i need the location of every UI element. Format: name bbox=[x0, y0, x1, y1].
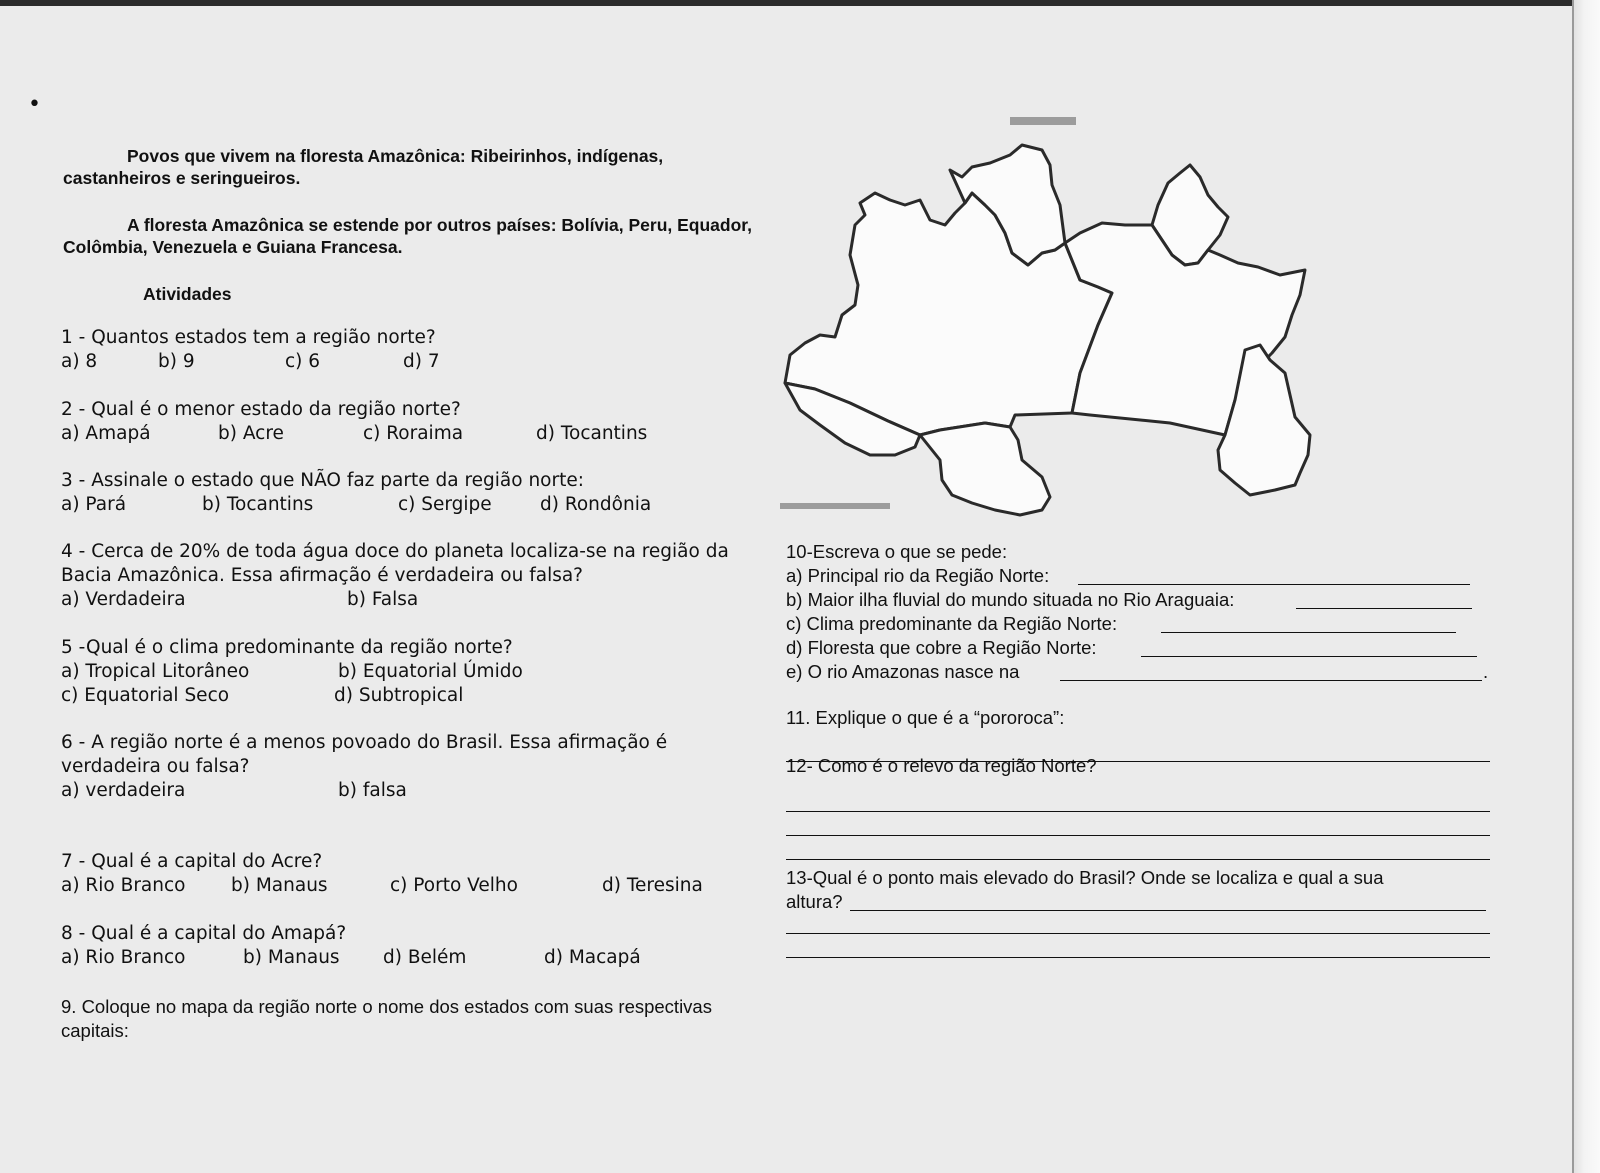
page-right-edge bbox=[1572, 0, 1600, 1173]
question-text: 1 - Quantos estados tem a região norte? bbox=[61, 327, 436, 348]
activities-title: Atividades bbox=[143, 284, 232, 304]
answer-line[interactable] bbox=[1141, 656, 1477, 657]
question-text: 6 - A região norte é a menos povoado do Brasil. Essa afirmação é verdadeira ou falsa? bbox=[61, 732, 668, 777]
answer-line[interactable] bbox=[786, 859, 1490, 860]
question-8 bbox=[61, 922, 761, 970]
option[interactable]: d) Tocantins bbox=[536, 423, 648, 444]
answer-line[interactable] bbox=[1296, 608, 1472, 609]
bullet-mark: • bbox=[28, 92, 41, 117]
q10-item-b: b) Maior ilha fluvial do mundo situada no Rio Araguaia: bbox=[786, 588, 1234, 612]
option[interactable]: a) 8 bbox=[61, 351, 98, 372]
question-text: 4 - Cerca de 20% de toda água doce do planeta localiza-se na região da Bacia Amazônica. Essa afirmação é verdadeira ou falsa? bbox=[61, 541, 729, 586]
question-13-line2: altura? bbox=[786, 890, 1384, 914]
answer-line[interactable] bbox=[850, 910, 1486, 911]
page-top-edge bbox=[0, 0, 1600, 6]
question-10-title: 10-Escreva o que se pede: bbox=[786, 541, 1008, 562]
question-13 bbox=[786, 866, 1384, 914]
question-text: 5 -Qual é o clima predominante da região norte? bbox=[61, 637, 513, 658]
option[interactable]: b) 9 bbox=[158, 351, 195, 372]
question-4 bbox=[61, 540, 761, 612]
option[interactable]: b) Equatorial Úmido bbox=[338, 661, 523, 682]
option[interactable]: c) 6 bbox=[285, 351, 321, 372]
q10-item-e: e) O rio Amazonas nasce na . bbox=[786, 661, 1489, 682]
option[interactable]: c) Equatorial Seco bbox=[61, 685, 230, 706]
map-top-label-smudge bbox=[1010, 117, 1076, 125]
option[interactable]: a) Rio Branco bbox=[61, 875, 186, 896]
option[interactable]: a) Rio Branco bbox=[61, 947, 186, 968]
option[interactable]: a) Verdadeira bbox=[61, 589, 186, 610]
question-11: 11. Explique o que é a “pororoca”: bbox=[786, 707, 1065, 728]
question-13-line1: 13-Qual é o ponto mais elevado do Brasil? Onde se localiza e qual a sua bbox=[786, 867, 1384, 888]
option[interactable]: b) Falsa bbox=[347, 589, 419, 610]
option[interactable]: c) Sergipe bbox=[398, 494, 492, 515]
question-10 bbox=[786, 540, 1489, 684]
option[interactable]: d) Teresina bbox=[602, 875, 703, 896]
question-12: 12- Como é o relevo da região Norte? bbox=[786, 755, 1097, 776]
option[interactable]: b) Acre bbox=[218, 423, 284, 444]
option[interactable]: d) Belém bbox=[383, 947, 467, 968]
option[interactable]: a) Tropical Litorâneo bbox=[61, 661, 250, 682]
answer-line[interactable] bbox=[786, 811, 1490, 812]
state-rondonia bbox=[920, 423, 1050, 515]
option[interactable]: b) falsa bbox=[338, 780, 407, 801]
intro-peoples: Povos que vivem na floresta Amazônica: Ribeirinhos, indígenas, castanheiros e seringueiros. bbox=[63, 146, 664, 188]
question-9: 9. Coloque no mapa da região norte o nome dos estados com suas respectivas capitais: bbox=[61, 996, 712, 1041]
question-6 bbox=[61, 731, 711, 803]
option[interactable]: a) verdadeira bbox=[61, 780, 186, 801]
option[interactable]: d) Macapá bbox=[544, 947, 641, 968]
option[interactable]: d) Rondônia bbox=[540, 494, 652, 515]
answer-line[interactable] bbox=[1078, 584, 1470, 585]
question-7 bbox=[61, 850, 761, 898]
map-bottom-label-smudge bbox=[780, 503, 890, 509]
question-text: 3 - Assinale o estado que NÃO faz parte da região norte: bbox=[61, 470, 584, 491]
answer-line[interactable] bbox=[786, 957, 1490, 958]
question-text: 2 - Qual é o menor estado da região norte? bbox=[61, 399, 461, 420]
question-text: 8 - Qual é a capital do Amapá? bbox=[61, 923, 347, 944]
north-region-map[interactable] bbox=[780, 105, 1350, 535]
answer-line[interactable] bbox=[1161, 632, 1456, 633]
option[interactable]: a) Amapá bbox=[61, 423, 151, 444]
q10-item-a: a) Principal rio da Região Norte: bbox=[786, 564, 1234, 588]
question-2 bbox=[61, 398, 761, 446]
option[interactable]: c) Roraima bbox=[363, 423, 464, 444]
q10-item-c: c) Clima predominante da Região Norte: bbox=[786, 612, 1234, 636]
answer-line[interactable] bbox=[786, 835, 1490, 836]
answer-line[interactable] bbox=[786, 933, 1490, 934]
option[interactable]: a) Pará bbox=[61, 494, 127, 515]
option[interactable]: d) Subtropical bbox=[334, 685, 464, 706]
q10-item-d: d) Floresta que cobre a Região Norte: bbox=[786, 636, 1234, 660]
option[interactable]: d) 7 bbox=[403, 351, 440, 372]
question-1 bbox=[61, 326, 761, 374]
question-text: 7 - Qual é a capital do Acre? bbox=[61, 851, 323, 872]
option[interactable]: b) Manaus bbox=[243, 947, 340, 968]
option[interactable]: b) Tocantins bbox=[202, 494, 314, 515]
option[interactable]: c) Porto Velho bbox=[390, 875, 518, 896]
question-3 bbox=[61, 469, 761, 517]
intro-countries: A floresta Amazônica se estende por outros países: Bolívia, Peru, Equador, Colômbia, Venezuela e Guiana Francesa. bbox=[63, 215, 752, 257]
answer-line[interactable] bbox=[1060, 680, 1482, 681]
question-5 bbox=[61, 636, 761, 708]
option[interactable]: b) Manaus bbox=[231, 875, 328, 896]
